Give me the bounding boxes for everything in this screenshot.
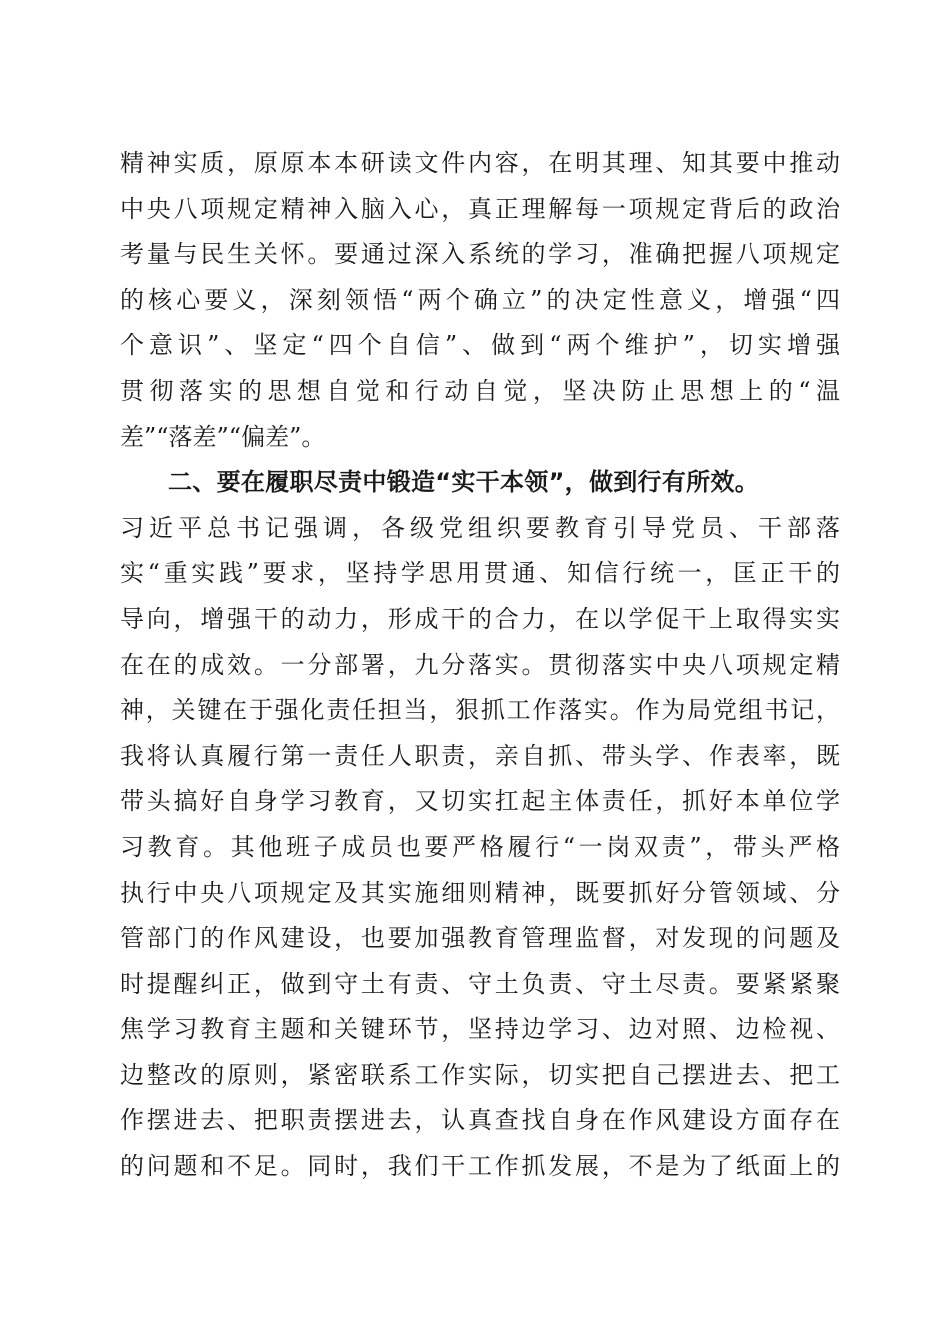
body-text-line: 在在的成效。一分部署，九分落实。贯彻落实中央八项规定精: [120, 650, 840, 679]
body-text-line: 贯彻落实的思想自觉和行动自觉，坚决防止思想上的“温: [120, 376, 840, 405]
body-text-line: 的核心要义，深刻领悟“两个确立”的决定性意义，增强“四: [120, 285, 840, 314]
body-text-line: 执行中央八项规定及其实施细则精神，既要抓好分管领域、分: [120, 878, 840, 907]
body-text-line: 考量与民生关怀。要通过深入系统的学习，准确把握八项规定: [120, 240, 840, 269]
body-text-line: 神，关键在于强化责任担当，狠抓工作落实。作为局党组书记，: [120, 696, 840, 725]
body-text-line: 中央八项规定精神入脑入心，真正理解每一项规定背后的政治: [120, 194, 840, 223]
body-text-line: 带头搞好自身学习教育，又切实扛起主体责任，抓好本单位学: [120, 787, 840, 816]
body-text-line: 导向，增强干的动力，形成干的合力，在以学促干上取得实实: [120, 604, 840, 633]
body-text-line: 边整改的原则，紧密联系工作实际，切实把自己摆进去、把工: [120, 1060, 840, 1089]
body-text-line: 作摆进去、把职责摆进去，认真查找自身在作风建设方面存在: [120, 1106, 840, 1135]
body-text-line: 差”“落差”“偏差”。: [120, 422, 326, 451]
document-body: [120, 141, 840, 1190]
body-text-line: 的问题和不足。同时，我们干工作抓发展，不是为了纸面上的: [120, 1152, 840, 1181]
section-heading: 二、要在履职尽责中锻造“实干本领”，做到行有所效。: [168, 468, 760, 497]
body-text-line: 实“重实践”要求，坚持学思用贯通、知信行统一，匡正干的: [120, 559, 840, 588]
body-text-line: 习教育。其他班子成员也要严格履行“一岗双责”，带头严格: [120, 832, 840, 861]
body-text-line: 个意识”、坚定“四个自信”、做到“两个维护”，切实增强: [120, 331, 840, 360]
body-text-line: 我将认真履行第一责任人职责，亲自抓、带头学、作表率，既: [120, 741, 840, 770]
body-text-line: 焦学习教育主题和关键环节，坚持边学习、边对照、边检视、: [120, 1015, 840, 1044]
body-text-line: 精神实质，原原本本研读文件内容，在明其理、知其要中推动: [120, 149, 840, 177]
body-text-line: 时提醒纠正，做到守土有责、守土负责、守土尽责。要紧紧聚: [120, 969, 840, 998]
body-text-line: 管部门的作风建设，也要加强教育管理监督，对发现的问题及: [120, 924, 840, 953]
body-text-line: 习近平总书记强调，各级党组织要教育引导党员、干部落: [120, 513, 840, 542]
